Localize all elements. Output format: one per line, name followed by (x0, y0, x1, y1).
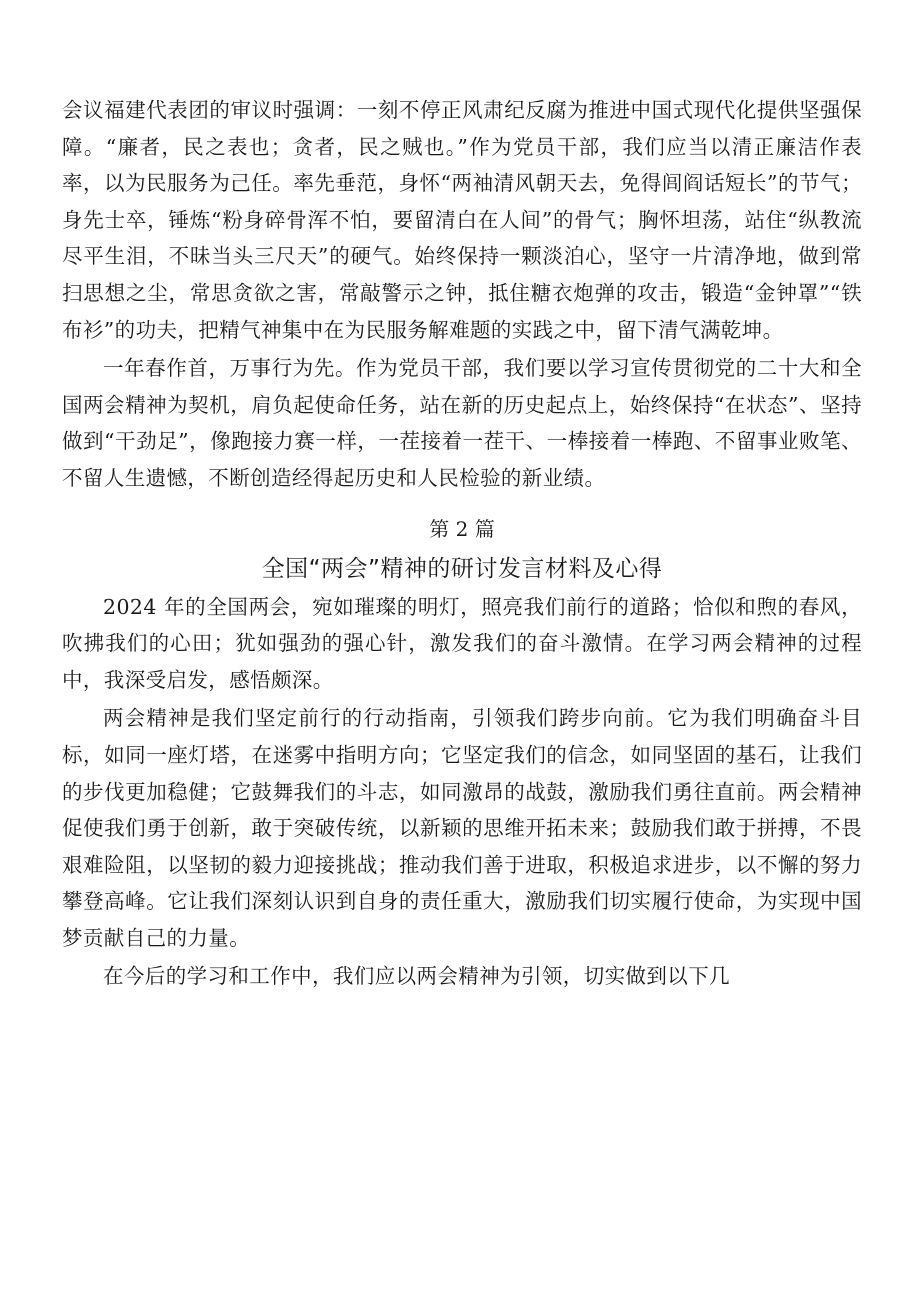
paragraph: 在今后的学习和工作中，我们应以两会精神为引领，切实做到以下几 (103, 964, 730, 989)
document-page (62, 92, 862, 995)
paragraph: 两会精神是我们坚定前行的行动指南，引领我们跨步向前。它为我们明确奋斗目标，如同一座灯塔，在迷雾中指明方向；它坚定我们的信念，如同坚固的基石，让我们的步伐更加稳健；它鼓舞我们的斗志，如同激昂的战鼓，激励我们勇往直前。两会精神促使我们勇于创新，敢于突破传统，以新颖的思维开拓未来；鼓励我们敢于拼搏，不畏艰难险阻，以坚韧的毅力迎接挑战；推动我们善于进取，积极追求进步，以不懈的努力攀登高峰。它让我们深刻认识到自身的责任重大，激励我们切实履行使命，为实现中国梦贡献自己的力量。 (62, 706, 862, 950)
section-title: 全国“两会”精神的研讨发言材料及心得 (261, 555, 663, 582)
section-number: 第 2 篇 (429, 516, 495, 541)
paragraph: 一年春作首，万事行为先。作为党员干部，我们要以学习宣传贯彻党的二十大和全国两会精神为契机，肩负起使命任务，站在新的历史起点上，始终保持“在状态”、坚持做到“干劲足”，像跑接力赛一样，一茬接着一茬干、一棒接着一棒跑、不留事业败笔、不留人生遗憾，不断创造经得起历史和人民检验的新业绩。 (62, 356, 862, 490)
paragraph: 2024 年的全国两会，宛如璀璨的明灯，照亮我们前行的道路；恰似和煦的春风，吹拂我们的心田；犹如强劲的强心针，激发我们的奋斗激情。在学习两会精神的过程中，我深受启发，感悟颇深。 (62, 594, 862, 692)
paragraph: 会议福建代表团的审议时强调：一刻不停正风肃纪反腐为推进中国式现代化提供坚强保障。“廉者，民之表也；贪者，民之贼也。”作为党员干部，我们应当以清正廉洁作表率，以为民服务为己任。率先垂范，身怀“两袖清风朝天去，免得闾阎话短长”的节气；身先士卒，锤炼“粉身碎骨浑不怕，要留清白在人间”的骨气；胸怀坦荡，站住“纵教流尽平生泪，不昧当头三尺天”的硬气。始终保持一颗淡泊心，坚守一片清净地，做到常扫思想之尘，常思贪欲之害，常敲警示之钟，抵住糖衣炮弹的攻击，锻造“金钟罩”“铁布衫”的功夫，把精气神集中在为民服务解难题的实践之中，留下清气满乾坤。 (62, 98, 862, 342)
